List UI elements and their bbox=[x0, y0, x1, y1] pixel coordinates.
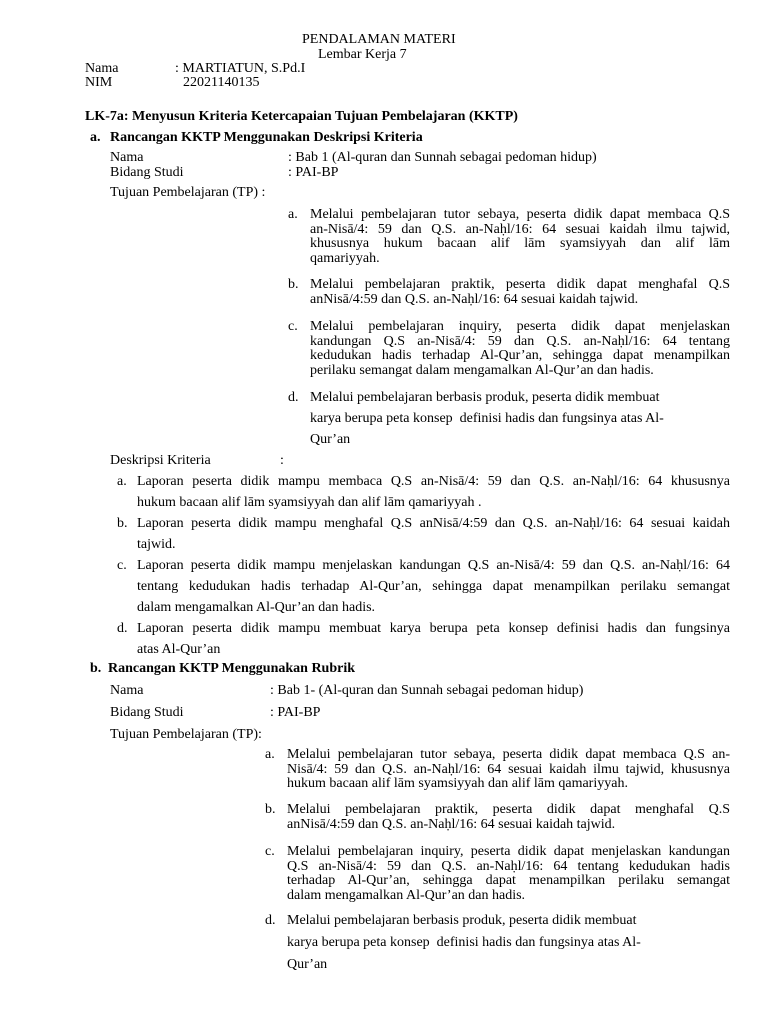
tp-line: khususnya hukum bacaan alif lām syamsiyyah dan alif lām bbox=[310, 236, 730, 251]
criteria-line: tajwid. bbox=[137, 537, 176, 552]
section-b-name-value: : Bab 1- (Al-quran dan Sunnah sebagai pedoman hidup) bbox=[270, 683, 584, 698]
tp-line: Melalui pembelajaran praktik, peserta didik dapat menghafal Q.S bbox=[287, 802, 730, 817]
list-marker: d. bbox=[265, 913, 276, 928]
tp-line: Melalui pembelajaran inquiry, peserta didik dapat menjelaskan kandungan bbox=[287, 844, 730, 859]
list-marker: b. bbox=[117, 516, 128, 531]
identity-nim-value: 22021140135 bbox=[183, 75, 260, 90]
section-a-subject-label: Bidang Studi bbox=[110, 165, 184, 180]
section-a-name-label: Nama bbox=[110, 150, 144, 165]
identity-name-value: : MARTIATUN, S.Pd.I bbox=[175, 61, 306, 76]
section-a-heading: Rancangan KKTP Menggunakan Deskripsi Kriteria bbox=[110, 130, 423, 145]
list-marker: a. bbox=[117, 474, 127, 489]
list-marker: a. bbox=[288, 207, 298, 222]
tp-line: karya berupa peta konsep definisi hadis dan fungsinya atas Al- bbox=[287, 935, 641, 950]
section-b-marker: b. bbox=[90, 661, 102, 676]
tp-line: anNisā/4:59 dan Q.S. an-Naḥl/16: 64 sesuai kaidah tajwid. bbox=[287, 816, 616, 832]
list-marker: b. bbox=[265, 802, 276, 817]
identity-name-label: Nama bbox=[85, 61, 119, 76]
tp-line: an-Nisā/4: 59 dan Q.S. an-Naḥl/16: 64 sesuai kaidah ilmu tajwid, bbox=[310, 221, 730, 237]
tp-line: kedudukan hadis terhadap Al-Qur’an, sehingga dapat menampilkan bbox=[310, 348, 730, 363]
section-b-heading: Rancangan KKTP Menggunakan Rubrik bbox=[108, 661, 356, 676]
criteria-line: Laporan peserta didik mampu membuat karya berupa peta konsep definisi hadis dan fungsinya bbox=[137, 621, 730, 636]
section-b-tp-label: Tujuan Pembelajaran (TP): bbox=[110, 727, 262, 742]
document-title: PENDALAMAN MATERI bbox=[302, 32, 456, 47]
criteria-line: tentang kedudukan hadis terhadap Al-Qur’an, sehingga dapat menampilkan perilaku semangat bbox=[137, 579, 730, 594]
section-b-subject-value: : PAI-BP bbox=[270, 705, 321, 720]
section-b-subject-label: Bidang Studi bbox=[110, 705, 184, 720]
section-b-name-label: Nama bbox=[110, 683, 144, 698]
criteria-line: dalam mengamalkan Al-Qur’an dan hadis. bbox=[137, 600, 376, 615]
criteria-line: hukum bacaan alif lām syamsiyyah dan alif lām qamariyyah . bbox=[137, 495, 482, 510]
section-a-marker: a. bbox=[90, 130, 101, 145]
tp-line: qamariyyah. bbox=[310, 250, 380, 266]
list-marker: a. bbox=[265, 747, 275, 762]
document-subtitle: Lembar Kerja 7 bbox=[318, 47, 407, 62]
list-marker: d. bbox=[288, 390, 299, 405]
criteria-line: atas Al-Qur’an bbox=[137, 642, 221, 657]
list-marker: c. bbox=[265, 844, 275, 859]
tp-line: karya berupa peta konsep definisi hadis dan fungsinya atas Al- bbox=[310, 411, 664, 426]
section-a-name-value: : Bab 1 (Al-quran dan Sunnah sebagai pedoman hidup) bbox=[288, 150, 597, 165]
list-marker: b. bbox=[288, 277, 299, 292]
tp-line: dalam mengamalkan Al-Qur’an dan hadis. bbox=[287, 887, 526, 903]
tp-line: Melalui pembelajaran tutor sebaya, peserta didik dapat membaca Q.S an- bbox=[287, 747, 730, 762]
tp-line: Melalui pembelajaran tutor sebaya, peserta didik dapat membaca Q.S bbox=[310, 207, 730, 222]
tp-line: kandungan Q.S an-Nisā/4: 59 dan Q.S. an-Naḥl/16: 64 tentang bbox=[310, 333, 730, 349]
tp-line: anNisā/4:59 dan Q.S. an-Naḥl/16: 64 sesuai kaidah tajwid. bbox=[310, 291, 639, 307]
identity-nim-label: NIM bbox=[85, 75, 113, 90]
criteria-colon: : bbox=[280, 453, 284, 468]
section-a-tp-label: Tujuan Pembelajaran (TP) : bbox=[110, 185, 266, 200]
tp-line: Melalui pembelajaran berbasis produk, peserta didik membuat bbox=[310, 390, 660, 405]
tp-line: Qur’an bbox=[287, 957, 328, 972]
tp-line: Q.S an-Nisā/4: 59 dan Q.S. an-Naḥl/16: 64 tentang kedudukan hadis bbox=[287, 858, 730, 874]
lk-title: LK-7a: Menyusun Kriteria Ketercapaian Tujuan Pembelajaran (KKTP) bbox=[85, 109, 518, 124]
list-marker: c. bbox=[117, 558, 127, 573]
tp-line: perilaku semangat dalam mengamalkan Al-Qur’an dan hadis. bbox=[310, 362, 654, 378]
tp-line: Melalui pembelajaran berbasis produk, peserta didik membuat bbox=[287, 913, 637, 928]
section-a-subject-value: : PAI-BP bbox=[288, 165, 339, 180]
tp-line: hukum bacaan alif lām syamsiyyah dan alif lām qamariyyah. bbox=[287, 776, 628, 791]
list-marker: c. bbox=[288, 319, 298, 334]
list-marker: d. bbox=[117, 621, 128, 636]
criteria-line: Laporan peserta didik mampu menjelaskan kandungan Q.S an-Nisā/4: 59 dan Q.S. an-Naḥl/16: 64 bbox=[137, 558, 730, 573]
tp-line: Qur’an bbox=[310, 432, 351, 447]
criteria-label: Deskripsi Kriteria bbox=[110, 453, 211, 468]
tp-line: Melalui pembelajaran inquiry, peserta didik dapat menjelaskan bbox=[310, 319, 730, 334]
criteria-line: Laporan peserta didik mampu membaca Q.S an-Nisā/4: 59 dan Q.S. an-Naḥl/16: 64 khususnya bbox=[137, 474, 730, 489]
tp-line: Nisā/4: 59 dan Q.S. an-Naḥl/16: 64 sesuai kaidah ilmu tajwid, khususnya bbox=[287, 761, 730, 777]
tp-line: terhadap Al-Qur’an, sehingga dapat menampilkan perilaku semangat bbox=[287, 873, 730, 888]
criteria-line: Laporan peserta didik mampu menghafal Q.S anNisā/4:59 dan Q.S. an-Naḥl/16: 64 sesuai kaidah bbox=[137, 516, 730, 531]
tp-line: Melalui pembelajaran praktik, peserta didik dapat menghafal Q.S bbox=[310, 277, 730, 292]
